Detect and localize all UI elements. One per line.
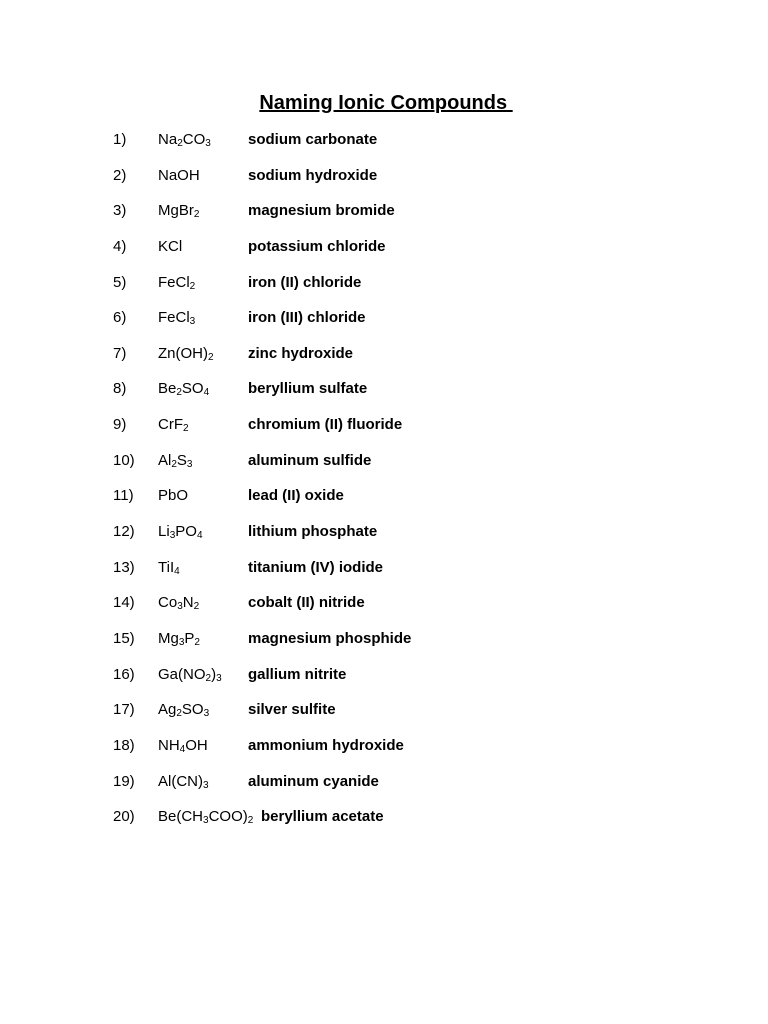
formula-text: FeCl: [158, 309, 190, 327]
formula-subscript: 3: [205, 138, 211, 149]
formula-text: SO: [181, 380, 204, 398]
formula-subscript: 3: [169, 530, 176, 542]
formula-text: OH: [185, 736, 208, 754]
compound-name: beryllium acetate: [261, 808, 384, 826]
compound-name: gallium nitrite: [248, 665, 347, 683]
formula-text: PO: [175, 523, 197, 541]
item-number: 13): [113, 558, 135, 576]
chemical-formula: [158, 772, 209, 792]
chemical-formula: [158, 807, 253, 827]
formula-text: Li: [158, 523, 170, 541]
chemical-formula: [158, 415, 189, 435]
formula-subscript: 3: [203, 708, 210, 720]
formula-text: CrF: [158, 416, 183, 434]
formula-subscript: 2: [183, 423, 189, 435]
chemical-formula: [158, 665, 222, 685]
formula-subscript: 4: [174, 565, 180, 577]
item-number: 15): [113, 629, 135, 647]
formula-text: Co: [158, 594, 178, 612]
compound-name: sodium hydroxide: [248, 166, 378, 184]
compound-name: lead (II) oxide: [248, 487, 344, 505]
compound-name: beryllium sulfate: [248, 380, 368, 398]
formula-subscript: 3: [189, 316, 196, 328]
compound-name: titanium (IV) iodide: [248, 558, 383, 576]
formula-text: ): [211, 665, 217, 683]
formula-subscript: 2: [208, 351, 214, 363]
formula-text: TiI: [158, 558, 175, 576]
formula-text: Be: [158, 380, 177, 398]
chemical-formula: [158, 273, 195, 293]
formula-text: Ag: [158, 701, 177, 719]
formula-subscript: 3: [203, 815, 209, 827]
item-number: 16): [113, 665, 135, 683]
formula-subscript: 2: [176, 387, 182, 399]
compound-name: aluminum cyanide: [248, 772, 379, 790]
formula-subscript: 2: [177, 138, 183, 149]
formula-subscript: 3: [178, 636, 185, 648]
chemical-formula: [158, 379, 209, 399]
formula-subscript: 2: [176, 708, 182, 720]
formula-text: KCl: [158, 237, 183, 255]
formula-subscript: 3: [203, 779, 209, 791]
chemical-formula: [158, 201, 199, 221]
chemical-formula: [158, 237, 182, 257]
item-number: 3): [113, 202, 127, 220]
item-number: 4): [113, 237, 127, 255]
formula-text: Zn(OH): [158, 344, 208, 362]
compound-name: magnesium bromide: [248, 202, 395, 220]
compound-name: magnesium phosphide: [248, 629, 412, 647]
compound-name: lithium phosphate: [248, 523, 378, 541]
formula-text: S: [176, 451, 187, 469]
formula-subscript: 3: [216, 672, 222, 684]
formula-subscript: 2: [189, 280, 196, 292]
formula-text: SO: [181, 701, 204, 719]
formula-text: N: [182, 594, 194, 612]
chemical-formula: [158, 451, 192, 471]
chemical-formula: [158, 558, 180, 578]
formula-text: NH: [158, 736, 180, 754]
item-number: 8): [113, 380, 127, 398]
chemical-formula: [158, 736, 208, 756]
compound-name: chromium (II) fluoride: [248, 416, 403, 434]
chemical-formula: [158, 308, 195, 328]
item-number: 18): [113, 736, 135, 754]
formula-subscript: 4: [203, 387, 210, 399]
formula-text: CO: [182, 131, 206, 148]
item-number: 7): [113, 344, 127, 362]
formula-subscript: 2: [194, 636, 200, 648]
formula-subscript: 4: [179, 743, 186, 755]
compound-name: cobalt (II) nitride: [248, 594, 365, 612]
page-title: Naming Ionic Compounds: [259, 92, 513, 114]
formula-text: FeCl: [158, 273, 190, 291]
compound-name: silver sulfite: [248, 701, 336, 719]
item-number: 14): [113, 594, 135, 612]
chemical-formula: [158, 486, 188, 506]
formula-text: P: [184, 629, 195, 647]
item-number: 1): [113, 131, 127, 148]
item-number: 10): [113, 451, 135, 469]
formula-text: Al: [158, 451, 172, 469]
formula-subscript: 2: [193, 209, 200, 221]
item-number: 19): [113, 772, 135, 790]
chemical-formula: [158, 344, 214, 364]
formula-text: Al(CN): [158, 772, 203, 790]
compound-name: iron (III) chloride: [248, 309, 366, 327]
item-number: 6): [113, 309, 127, 327]
formula-text: COO): [208, 808, 248, 826]
item-number: 11): [113, 487, 134, 505]
formula-subscript: 2: [193, 601, 200, 613]
chemical-formula: [158, 522, 203, 542]
formula-text: Na: [158, 131, 178, 148]
compound-name: ammonium hydroxide: [248, 736, 404, 754]
formula-subscript: 4: [196, 530, 203, 542]
item-number: 5): [113, 273, 127, 291]
compound-name: potassium chloride: [248, 237, 386, 255]
item-number: 20): [113, 808, 135, 826]
formula-subscript: 3: [177, 601, 183, 613]
compound-name: aluminum sulfide: [248, 451, 372, 469]
formula-subscript: 2: [171, 458, 177, 470]
formula-text: Be(CH: [158, 808, 204, 826]
formula-text: PbO: [158, 487, 189, 505]
formula-text: NaOH: [158, 166, 200, 184]
chemical-formula: [158, 166, 200, 186]
formula-subscript: 2: [247, 815, 254, 827]
formula-text: MgBr: [158, 202, 194, 220]
item-number: 12): [113, 523, 135, 541]
formula-text: Mg: [158, 629, 179, 647]
compound-name: zinc hydroxide: [248, 344, 354, 362]
compound-name: sodium carbonate: [248, 131, 378, 148]
item-number: 17): [113, 701, 135, 719]
formula-subscript: 2: [205, 672, 212, 684]
formula-text: Ga(NO: [158, 665, 206, 683]
compound-name: iron (II) chloride: [248, 273, 362, 291]
item-number: 2): [113, 166, 127, 184]
chemical-formula: [158, 700, 209, 720]
chemical-formula: [158, 130, 211, 150]
item-number: 9): [113, 416, 127, 434]
chemical-formula: [158, 629, 200, 649]
formula-subscript: 3: [186, 458, 193, 470]
chemical-formula: [158, 593, 199, 613]
